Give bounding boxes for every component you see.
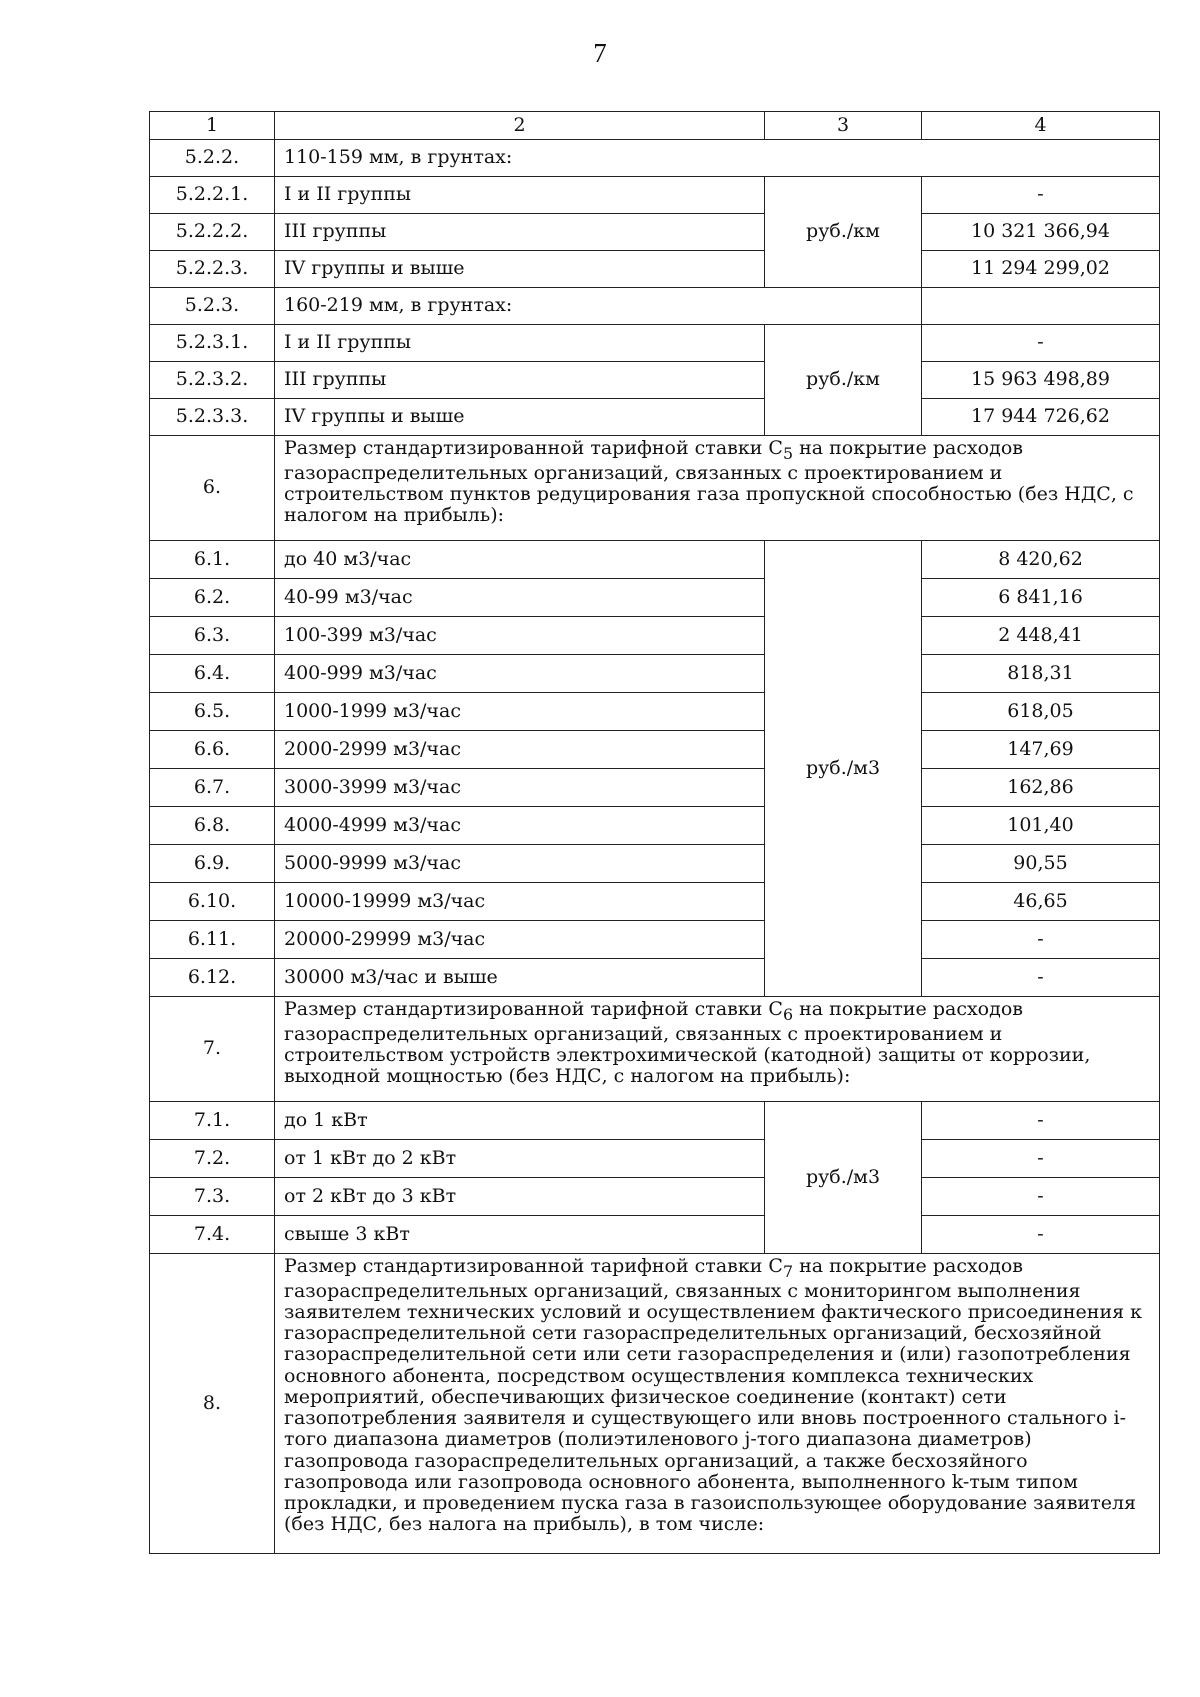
row-number: 6.2. bbox=[150, 579, 275, 617]
table-row bbox=[150, 177, 1160, 214]
value-cell: 11 294 299,02 bbox=[922, 251, 1160, 288]
row-number: 6.4. bbox=[150, 655, 275, 693]
unit-cell: руб./км bbox=[765, 177, 922, 288]
value-cell: 2 448,41 bbox=[922, 617, 1160, 655]
header-cell-3: 3 bbox=[765, 112, 922, 140]
row-label: IV группы и выше bbox=[275, 251, 765, 288]
table-row bbox=[150, 921, 1160, 959]
table-row bbox=[150, 399, 1160, 436]
table-row bbox=[150, 251, 1160, 288]
header-cell-4: 4 bbox=[922, 112, 1160, 140]
section-description: Размер стандартизированной тарифной ставки $C_7$ на покрытие расходов газораспределительных организаций, связанных с мониторингом выполнения заявителем технических условий и осуществлением фактического присоединения к газораспределительной сети газораспределительных организаций, бесхозяйной газораспределительной сети или сети газораспределения и (или) газопотребления основного абонента, посредством осуществления комплекса технических мероприятий, обеспечивающих физическое соединение (контакт) сети газопотребления заявителя и существующего или вновь построенного стального i-того диапазона диаметров (полиэтиленового j-того диапазона диаметров) газопровода газораспределительных организаций, а также бесхозяйного газопровода или газопровода основного абонента, выполненного k-тым типом прокладки, и проведением пуска газа в газоиспользующее оборудование заявителя (без НДС, без налога на прибыль), в том числе: bbox=[275, 1254, 1160, 1554]
table-row bbox=[150, 288, 1160, 325]
row-number: 7.1. bbox=[150, 1102, 275, 1140]
table-row bbox=[150, 1102, 1160, 1140]
table-row bbox=[150, 655, 1160, 693]
row-label: IV группы и выше bbox=[275, 399, 765, 436]
tariff-table bbox=[149, 111, 1160, 1554]
table-row bbox=[150, 845, 1160, 883]
row-number: 6.11. bbox=[150, 921, 275, 959]
row-label: I и II группы bbox=[275, 325, 765, 362]
table-row bbox=[150, 807, 1160, 845]
header-cell-2: 2 bbox=[275, 112, 765, 140]
table-row bbox=[150, 579, 1160, 617]
row-number: 6. bbox=[150, 436, 275, 541]
row-number: 6.7. bbox=[150, 769, 275, 807]
value-cell: 17 944 726,62 bbox=[922, 399, 1160, 436]
table-row bbox=[150, 140, 1160, 177]
table-row bbox=[150, 693, 1160, 731]
header-cell-1: 1 bbox=[150, 112, 275, 140]
table-row bbox=[150, 436, 1160, 541]
row-number: 6.9. bbox=[150, 845, 275, 883]
row-number: 5.2.3.3. bbox=[150, 399, 275, 436]
row-number: 5.2.3.1. bbox=[150, 325, 275, 362]
table-row bbox=[150, 362, 1160, 399]
row-number: 5.2.2. bbox=[150, 140, 275, 177]
value-cell: 10 321 366,94 bbox=[922, 214, 1160, 251]
row-label: 30000 м3/час и выше bbox=[275, 959, 765, 997]
row-number: 6.10. bbox=[150, 883, 275, 921]
unit-cell: руб./м3 bbox=[765, 1102, 922, 1254]
row-number: 5.2.3.2. bbox=[150, 362, 275, 399]
row-number: 6.12. bbox=[150, 959, 275, 997]
value-cell: 101,40 bbox=[922, 807, 1160, 845]
row-label: III группы bbox=[275, 214, 765, 251]
row-label: от 2 кВт до 3 кВт bbox=[275, 1178, 765, 1216]
value-cell: 818,31 bbox=[922, 655, 1160, 693]
row-number: 7.2. bbox=[150, 1140, 275, 1178]
value-cell: 15 963 498,89 bbox=[922, 362, 1160, 399]
row-label: 3000-3999 м3/час bbox=[275, 769, 765, 807]
value-cell: - bbox=[922, 1102, 1160, 1140]
value-cell: - bbox=[922, 1140, 1160, 1178]
row-number: 6.6. bbox=[150, 731, 275, 769]
table-row bbox=[150, 731, 1160, 769]
row-label: 10000-19999 м3/час bbox=[275, 883, 765, 921]
row-number: 6.5. bbox=[150, 693, 275, 731]
row-label: 100-399 м3/час bbox=[275, 617, 765, 655]
value-cell: 147,69 bbox=[922, 731, 1160, 769]
section-description: Размер стандартизированной тарифной ставки $C_6$ на покрытие расходов газораспределительных организаций, связанных с проектированием и строительством устройств электрохимической (катодной) защиты от коррозии, выходной мощностью (без НДС, с налогом на прибыль): bbox=[275, 997, 1160, 1102]
row-number: 8. bbox=[150, 1254, 275, 1554]
table-row bbox=[150, 325, 1160, 362]
row-number: 5.2.3. bbox=[150, 288, 275, 325]
unit-cell: руб./км bbox=[765, 325, 922, 436]
row-label: 4000-4999 м3/час bbox=[275, 807, 765, 845]
row-label: 5000-9999 м3/час bbox=[275, 845, 765, 883]
table-row bbox=[150, 1140, 1160, 1178]
row-label: 40-99 м3/час bbox=[275, 579, 765, 617]
subscript: 6 bbox=[782, 1004, 794, 1024]
value-cell: 6 841,16 bbox=[922, 579, 1160, 617]
table-row bbox=[150, 769, 1160, 807]
subscript: 7 bbox=[782, 1261, 794, 1281]
row-label: свыше 3 кВт bbox=[275, 1216, 765, 1254]
value-cell-empty bbox=[922, 288, 1160, 325]
value-cell: 162,86 bbox=[922, 769, 1160, 807]
table-header-row bbox=[150, 112, 1160, 140]
row-number: 7.3. bbox=[150, 1178, 275, 1216]
table-row bbox=[150, 214, 1160, 251]
page-number: 7 bbox=[593, 38, 607, 68]
table-row bbox=[150, 959, 1160, 997]
value-cell: - bbox=[922, 1178, 1160, 1216]
table-row bbox=[150, 997, 1160, 1102]
row-label: 110-159 мм, в грунтах: bbox=[275, 140, 1160, 177]
value-cell: - bbox=[922, 1216, 1160, 1254]
row-label: от 1 кВт до 2 кВт bbox=[275, 1140, 765, 1178]
row-label: III группы bbox=[275, 362, 765, 399]
row-number: 5.2.2.2. bbox=[150, 214, 275, 251]
value-cell: 8 420,62 bbox=[922, 541, 1160, 579]
row-number: 7. bbox=[150, 997, 275, 1102]
table-row bbox=[150, 1216, 1160, 1254]
row-label: 20000-29999 м3/час bbox=[275, 921, 765, 959]
row-label: до 1 кВт bbox=[275, 1102, 765, 1140]
table-row bbox=[150, 541, 1160, 579]
row-number: 6.8. bbox=[150, 807, 275, 845]
table-row bbox=[150, 883, 1160, 921]
value-cell: - bbox=[922, 921, 1160, 959]
row-label: 2000-2999 м3/час bbox=[275, 731, 765, 769]
row-label: I и II группы bbox=[275, 177, 765, 214]
value-cell: - bbox=[922, 325, 1160, 362]
row-number: 6.1. bbox=[150, 541, 275, 579]
row-number: 7.4. bbox=[150, 1216, 275, 1254]
row-label: 160-219 мм, в грунтах: bbox=[275, 288, 922, 325]
row-number: 6.3. bbox=[150, 617, 275, 655]
value-cell: - bbox=[922, 177, 1160, 214]
value-cell: 46,65 bbox=[922, 883, 1160, 921]
subscript: 5 bbox=[782, 443, 794, 463]
row-label: 1000-1999 м3/час bbox=[275, 693, 765, 731]
row-number: 5.2.2.3. bbox=[150, 251, 275, 288]
section-description: Размер стандартизированной тарифной ставки $C_5$ на покрытие расходов газораспределительных организаций, связанных с проектированием и строительством пунктов редуцирования газа пропускной способностью (без НДС, с налогом на прибыль): bbox=[275, 436, 1160, 541]
value-cell: - bbox=[922, 959, 1160, 997]
unit-cell: руб./м3 bbox=[765, 541, 922, 997]
table-row bbox=[150, 1254, 1160, 1554]
row-label: 400-999 м3/час bbox=[275, 655, 765, 693]
row-label: до 40 м3/час bbox=[275, 541, 765, 579]
value-cell: 618,05 bbox=[922, 693, 1160, 731]
table-row bbox=[150, 617, 1160, 655]
value-cell: 90,55 bbox=[922, 845, 1160, 883]
table-row bbox=[150, 1178, 1160, 1216]
row-number: 5.2.2.1. bbox=[150, 177, 275, 214]
